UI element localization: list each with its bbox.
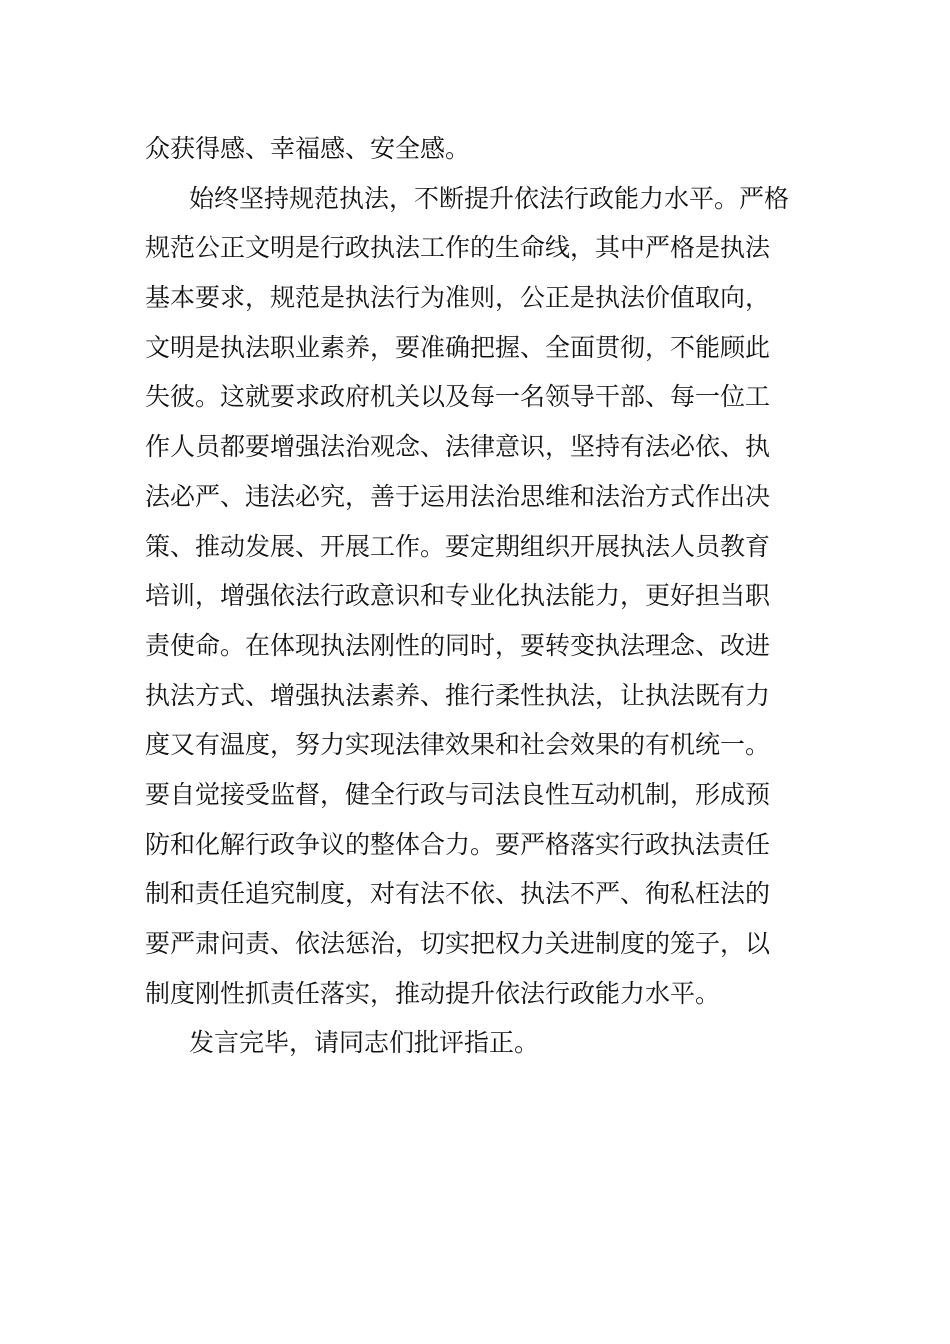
text-line: 执法方式、增强执法素养、推行柔性执法，让执法既有力 <box>145 680 771 710</box>
text-line: 文明是执法职业素养，要准确把握、全面贯彻，不能顾此 <box>145 332 771 362</box>
text-line: 制和责任追究制度，对有法不依、执法不严、徇私枉法的 <box>145 879 771 909</box>
paragraph-start-line: 始终坚持规范执法，不断提升依法行政能力水平。严格 <box>189 183 790 213</box>
text-line: 作人员都要增强法治观念、法律意识，坚持有法必依、执 <box>145 432 771 462</box>
text-line: 基本要求，规范是执法行为准则，公正是执法价值取向， <box>145 283 771 313</box>
body-text <box>145 124 815 1068</box>
text-line: 制度刚性抓责任落实，推动提升依法行政能力水平。 <box>145 978 721 1008</box>
text-line: 失彼。这就要求政府机关以及每一名领导干部、每一位工 <box>145 382 771 412</box>
text-line: 培训，增强依法行政意识和专业化执法能力，更好担当职 <box>145 581 771 611</box>
text-line: 策、推动发展、开展工作。要定期组织开展执法人员教育 <box>145 531 771 561</box>
closing-remark: 发言完毕，请同志们批评指正。 <box>189 1028 540 1058</box>
text-line: 众获得感、幸福感、安全感。 <box>145 134 471 163</box>
text-line: 防和化解行政争议的整体合力。要严格落实行政执法责任 <box>145 829 771 859</box>
text-line: 法必严、违法必究，善于运用法治思维和法治方式作出决 <box>145 481 771 511</box>
text-line: 度又有温度，努力实现法律效果和社会效果的有机统一。 <box>145 730 771 760</box>
text-line: 责使命。在体现执法刚性的同时，要转变执法理念、改进 <box>145 630 771 660</box>
text-line: 要自觉接受监督，健全行政与司法良性互动机制，形成预 <box>145 779 771 809</box>
text-line: 要严肃问责、依法惩治，切实把权力关进制度的笼子，以 <box>145 929 771 958</box>
text-line: 规范公正文明是行政执法工作的生命线，其中严格是执法 <box>145 233 771 263</box>
